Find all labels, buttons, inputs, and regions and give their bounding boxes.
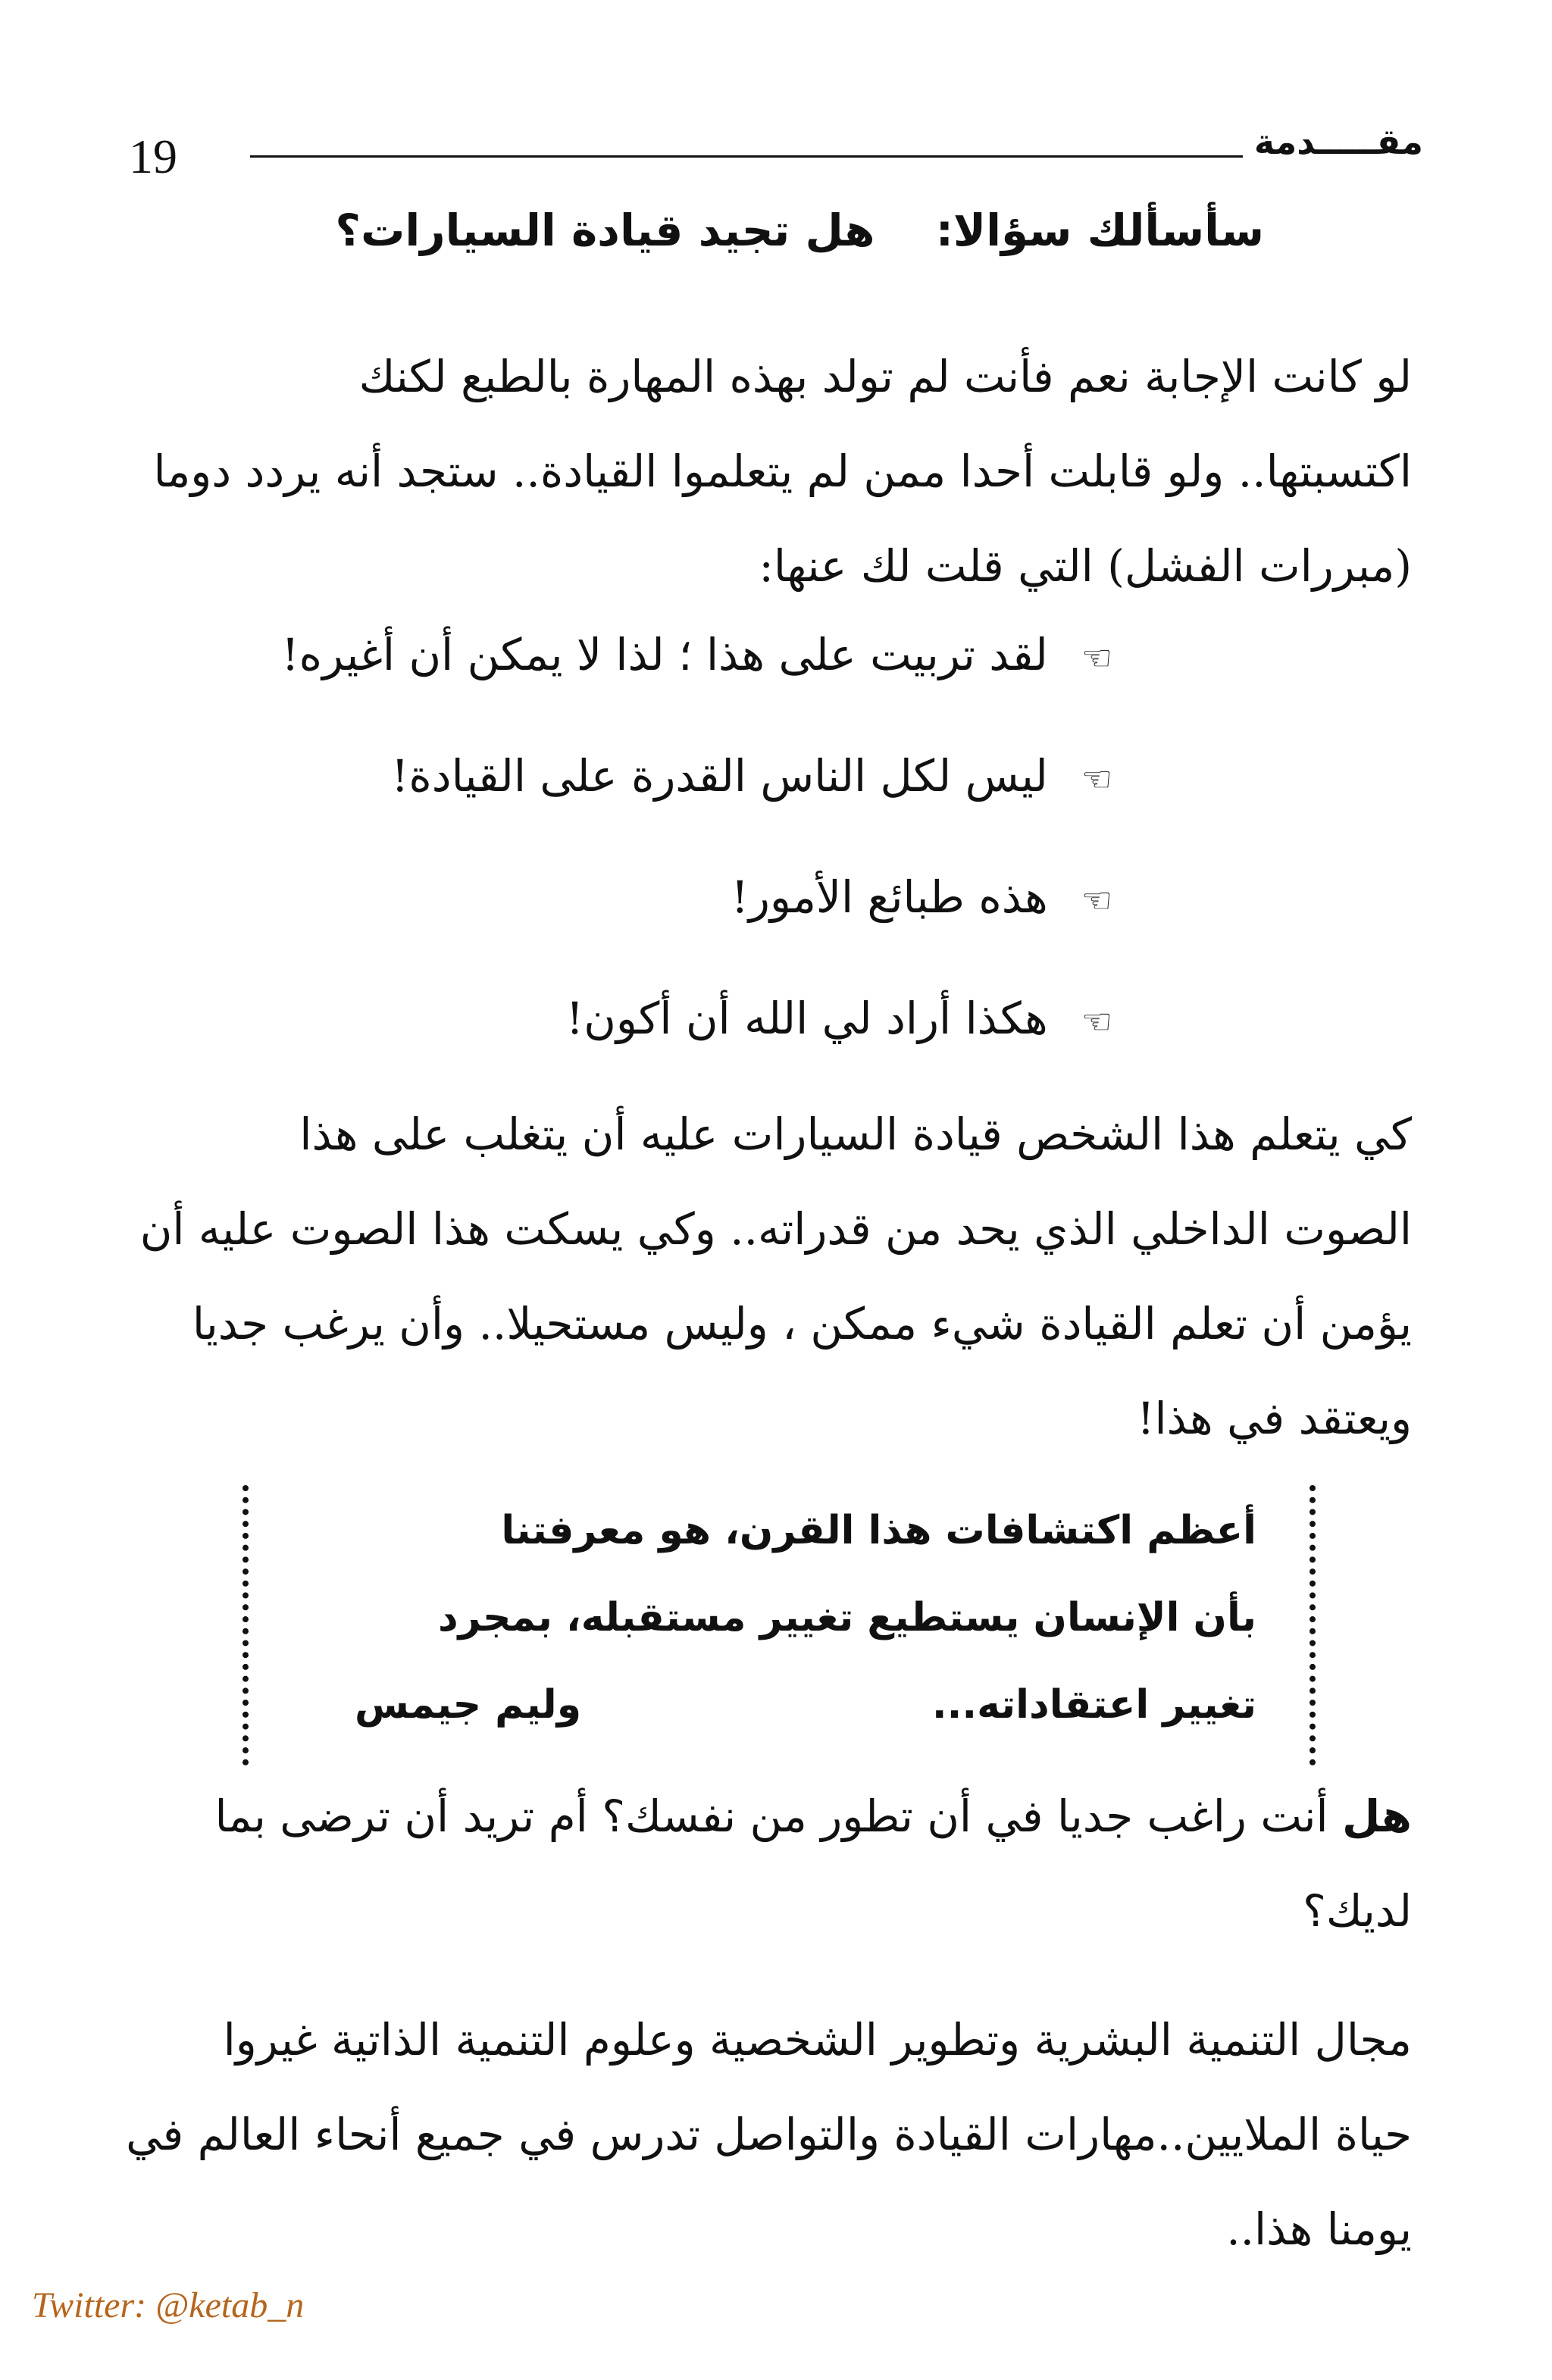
- pointing-hand-icon: ☜: [1081, 1001, 1112, 1042]
- question-heading: [203, 205, 1264, 256]
- paragraph-3: [214, 1769, 1412, 1959]
- paragraph-line: ويعتقد في هذا!: [1137, 1393, 1412, 1444]
- twitter-credit: Twitter: @ketab_n: [32, 2285, 305, 2325]
- paragraph-1: [154, 330, 1412, 614]
- pointing-hand-icon: ☜: [1081, 637, 1112, 678]
- quote-line: تغيير اعتقاداته...: [931, 1682, 1256, 1728]
- list-item: [731, 871, 1112, 923]
- paragraph-line: لو كانت الإجابة نعم فأنت لم تولد بهذه المهارة بالطبع لكنك: [358, 351, 1412, 402]
- list-item-text: ليس لكل الناس القدرة على القيادة!: [391, 750, 1048, 802]
- header-rule: [250, 155, 1243, 158]
- paragraph-line: حياة الملايين..مهارات القيادة والتواصل تدرس في جميع أنحاء العالم في: [126, 2109, 1412, 2160]
- paragraph-line: اكتسبتها.. ولو قابلت أحدا ممن لم يتعلموا القيادة.. ستجد أنه يردد دوما: [153, 446, 1412, 497]
- quote-line: بأن الإنسان يستطيع تغيير مستقبله، بمجرد: [438, 1595, 1256, 1640]
- list-item-text: لقد تربيت على هذا ؛ لذا لا يمكن أن أغيره!: [281, 629, 1048, 680]
- paragraph-line: كي يتعلم هذا الشخص قيادة السيارات عليه أن يتغلب على هذا: [299, 1109, 1412, 1160]
- list-item: [566, 993, 1112, 1044]
- paragraph-line: لديك؟: [1303, 1885, 1412, 1937]
- pointing-hand-icon: ☜: [1081, 880, 1112, 921]
- quote-box: [242, 1485, 1316, 1765]
- paragraph-line: يومنا هذا..: [1226, 2203, 1412, 2255]
- question-label: سأسألك سؤالا:: [935, 205, 1264, 256]
- paragraph-line: الصوت الداخلي الذي يحد من قدراته.. وكي يسكت هذا الصوت عليه أن: [139, 1203, 1412, 1255]
- quote-author: وليم جيمس: [355, 1682, 582, 1728]
- question-text: هل تجيد قيادة السيارات؟: [335, 205, 875, 256]
- paragraph-2: [140, 1087, 1412, 1466]
- paragraph-lead-word: هل: [1342, 1790, 1412, 1842]
- paragraph-line-text: أنت راغب جديا في أن تطور من نفسك؟ أم تريد أن ترضى بما: [214, 1790, 1328, 1842]
- list-item: [281, 629, 1112, 680]
- page-number: 19: [129, 130, 177, 183]
- pointing-hand-icon: ☜: [1081, 758, 1112, 799]
- paragraph-line: مجال التنمية البشرية وتطوير الشخصية وعلوم التنمية الذاتية غيروا: [223, 2014, 1412, 2066]
- paragraph-4: [126, 1993, 1412, 2277]
- chapter-title: مقـــــدمة: [1253, 121, 1423, 162]
- list-item-text: هكذا أراد لي الله أن أكون!: [565, 993, 1048, 1044]
- quote-line: أعظم اكتشافات هذا القرن، هو معرفتنا: [501, 1508, 1256, 1553]
- list-item: [391, 750, 1112, 802]
- paragraph-line: [214, 1769, 1412, 1864]
- paragraph-line: (مبررات الفشل) التي قلت لك عنها:: [759, 540, 1412, 592]
- paragraph-line: يؤمن أن تعلم القيادة شيء ممكن ، وليس مستحيلا.. وأن يرغب جديا: [192, 1298, 1412, 1350]
- list-item-text: هذه طبائع الأمور!: [731, 871, 1048, 923]
